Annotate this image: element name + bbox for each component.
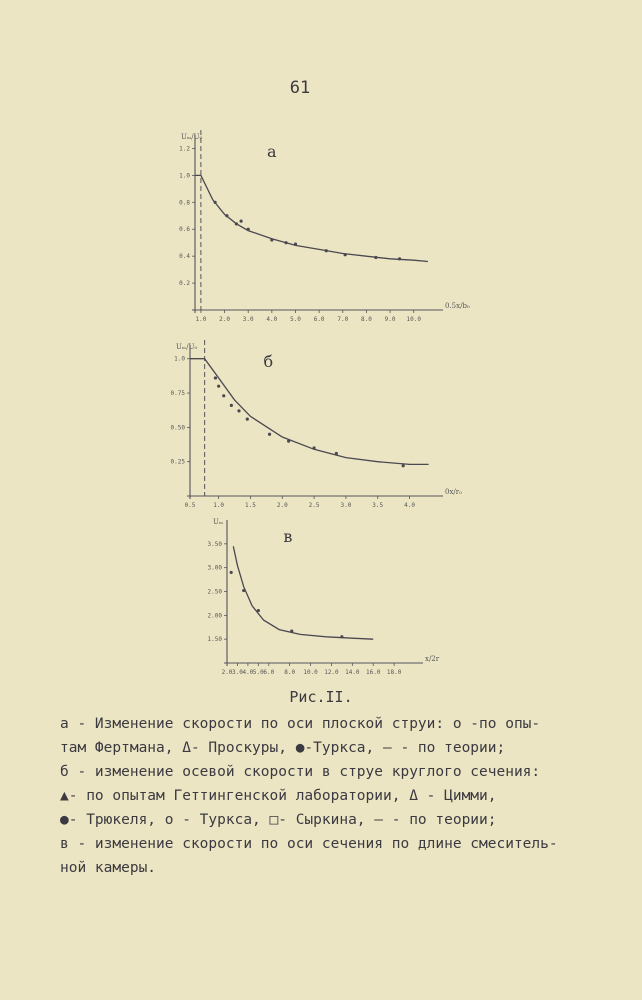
y-tick-label: 2.00 bbox=[207, 612, 222, 620]
x-axis-label: x/2r bbox=[425, 655, 440, 663]
data-point bbox=[268, 433, 271, 436]
x-axis-label: 0x/r₀ bbox=[445, 488, 462, 496]
panel-label: б bbox=[263, 352, 274, 371]
x-tick-label: 12.0 bbox=[324, 669, 339, 676]
y-tick-label: 0.8 bbox=[179, 199, 190, 207]
data-point bbox=[225, 214, 228, 217]
y-tick-label: 0.2 bbox=[179, 280, 190, 288]
x-tick-label: 0.5 bbox=[184, 502, 196, 509]
chart-a bbox=[150, 135, 470, 330]
figure-legend bbox=[60, 712, 620, 880]
data-point bbox=[222, 394, 225, 397]
data-point bbox=[270, 238, 273, 241]
x-tick-label: 3.5 bbox=[372, 502, 384, 509]
y-axis-label: Uₘ/U₀ bbox=[176, 343, 198, 351]
data-point bbox=[344, 253, 347, 256]
x-tick-label: 1.0 bbox=[213, 502, 225, 509]
data-point bbox=[213, 201, 216, 204]
y-tick-label: 1.50 bbox=[207, 636, 222, 644]
x-tick-label: 2.5 bbox=[308, 502, 320, 509]
y-tick-label: 0.50 bbox=[170, 424, 185, 432]
x-tick-label: 2.0 bbox=[276, 502, 288, 509]
y-axis-label: Uₘ bbox=[213, 518, 224, 526]
x-tick-label: 4.0 bbox=[404, 502, 415, 509]
y-tick-label: 2.50 bbox=[207, 588, 222, 596]
y-tick-label: 1.2 bbox=[179, 145, 190, 153]
y-tick-label: 3.50 bbox=[207, 540, 222, 548]
x-tick-label: 8.0 bbox=[361, 316, 372, 323]
x-tick-label: 10.0 bbox=[406, 316, 421, 323]
x-tick-label: 1.0 bbox=[195, 316, 207, 323]
y-tick-label: 3.00 bbox=[207, 564, 222, 572]
x-tick-label: 6.0 bbox=[313, 316, 325, 323]
data-point bbox=[214, 376, 217, 379]
data-point bbox=[230, 404, 233, 407]
data-point bbox=[398, 257, 401, 260]
chart-b bbox=[150, 340, 470, 515]
x-tick-label: 14.0 bbox=[345, 669, 360, 676]
x-tick-label: 1.5 bbox=[245, 502, 256, 509]
data-point bbox=[374, 256, 377, 259]
x-axis-label: 0.5x/b₀ bbox=[445, 302, 470, 310]
data-point bbox=[290, 629, 293, 632]
x-tick-label: 3.0 bbox=[232, 669, 243, 676]
legend-line: ной камеры. bbox=[60, 860, 157, 876]
data-point bbox=[287, 439, 290, 442]
series-line bbox=[190, 359, 429, 465]
data-point bbox=[312, 446, 315, 449]
data-point bbox=[247, 228, 250, 231]
data-point bbox=[242, 589, 245, 592]
legend-line: там Фертмана, Δ- Проскуры, ●-Туркса, — - по теории; bbox=[60, 740, 506, 756]
x-tick-label: 8.0 bbox=[284, 669, 296, 676]
data-point bbox=[257, 609, 260, 612]
y-tick-label: 0.25 bbox=[170, 458, 185, 466]
x-tick-label: 6.0 bbox=[263, 669, 275, 676]
legend-line: в - изменение скорости по оси сечения по длине смеситель- bbox=[60, 836, 558, 852]
y-tick-label: 1.0 bbox=[174, 355, 185, 363]
data-point bbox=[325, 249, 328, 252]
x-tick-label: 3.0 bbox=[340, 502, 352, 509]
data-point bbox=[230, 571, 233, 574]
x-tick-label: 10.0 bbox=[303, 669, 318, 676]
data-point bbox=[294, 242, 297, 245]
x-tick-label: 4.0 bbox=[242, 669, 254, 676]
series-line bbox=[195, 175, 428, 261]
x-tick-label: 4.0 bbox=[266, 316, 278, 323]
x-tick-label: 5.0 bbox=[290, 316, 301, 323]
x-tick-label: 2.0 bbox=[219, 316, 230, 323]
y-tick-label: 0.75 bbox=[170, 390, 185, 398]
x-tick-label: 18.0 bbox=[386, 669, 402, 676]
data-point bbox=[235, 222, 238, 225]
y-tick-label: 0.4 bbox=[179, 253, 190, 261]
data-point bbox=[217, 385, 220, 388]
data-point bbox=[402, 464, 405, 467]
y-tick-label: 1.0 bbox=[179, 172, 190, 180]
x-tick-label: 3.0 bbox=[242, 316, 254, 323]
y-tick-label: 0.6 bbox=[179, 226, 190, 234]
legend-line: а - Изменение скорости по оси плоской струи: о -по опы- bbox=[60, 716, 541, 732]
data-point bbox=[284, 241, 287, 244]
series-line bbox=[233, 546, 373, 639]
legend-line: б - изменение осевой скорости в струе круглого сечения: bbox=[60, 764, 541, 780]
x-tick-label: 16.0 bbox=[365, 669, 381, 676]
data-point bbox=[340, 635, 343, 638]
legend-line: ●- Трюкеля, о - Туркса, □- Сыркина, — - по теории; bbox=[60, 812, 497, 828]
x-tick-label: 7.0 bbox=[337, 316, 349, 323]
panel-label: в bbox=[283, 527, 293, 546]
data-point bbox=[246, 418, 249, 421]
panel-label: а bbox=[267, 142, 277, 161]
x-tick-label: 9.0 bbox=[384, 316, 396, 323]
x-tick-label: 2.0 bbox=[221, 669, 233, 676]
figure-title: Рис.II. bbox=[289, 688, 353, 706]
data-point bbox=[240, 220, 243, 223]
data-point bbox=[237, 409, 240, 412]
y-axis-label: Uₘ/U₀ bbox=[181, 133, 203, 141]
data-point bbox=[335, 452, 338, 455]
x-tick-label: 5.0 bbox=[252, 669, 264, 676]
chart-c bbox=[170, 515, 460, 690]
page-number: 61 bbox=[289, 78, 311, 98]
legend-line: ▲- по опытам Геттингенской лаборатории, Δ - Цимми, bbox=[60, 788, 497, 804]
